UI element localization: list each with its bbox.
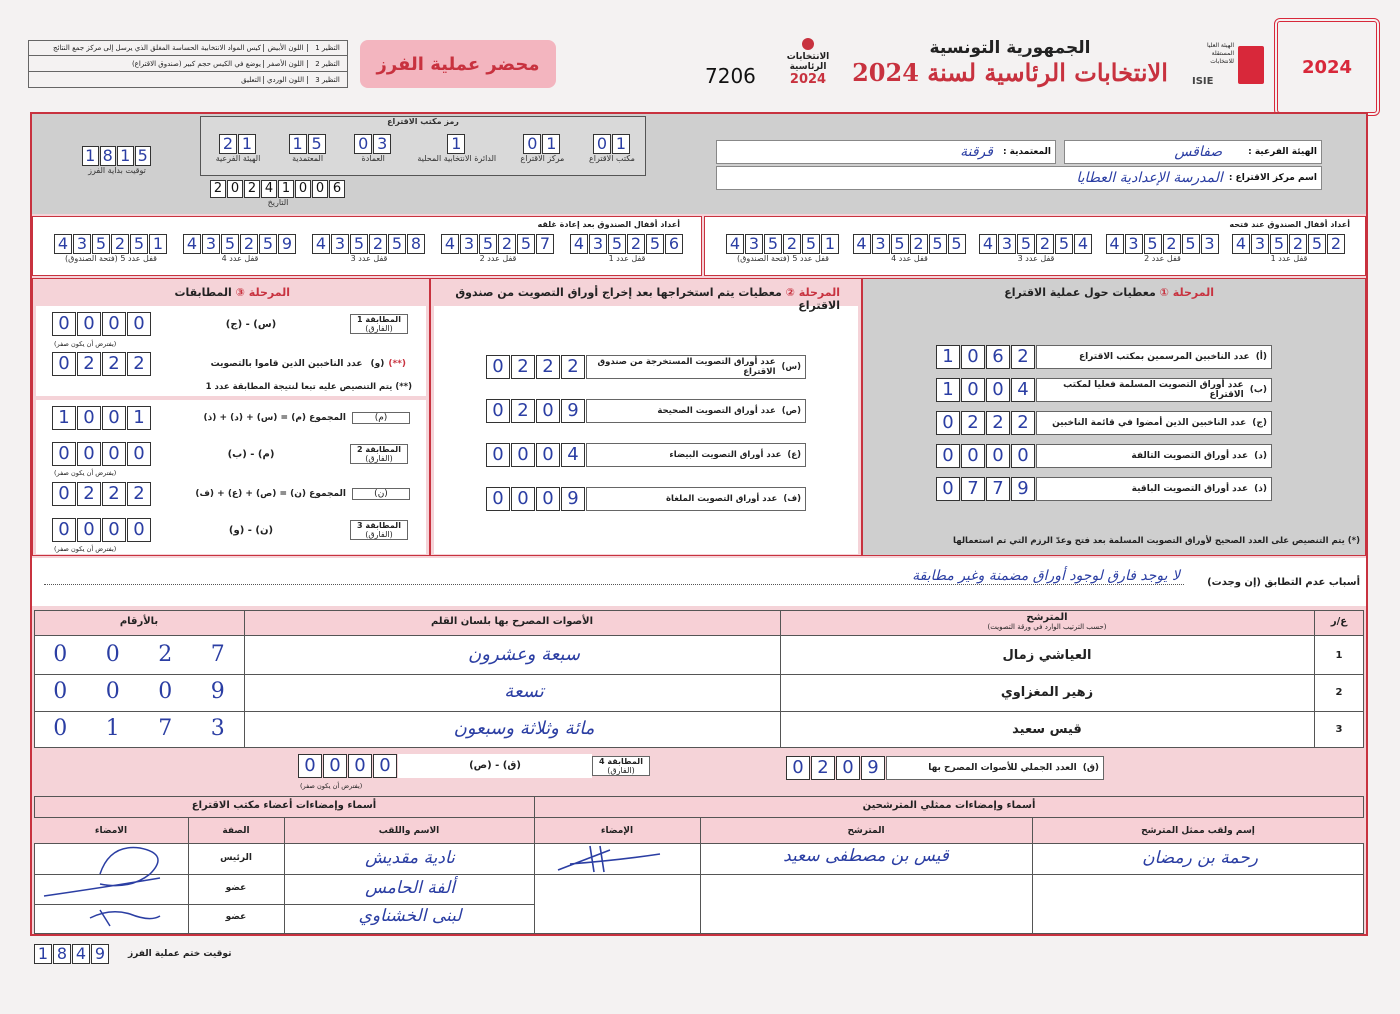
member-name-2: ألفة الحامس — [365, 878, 455, 898]
end-time-label: توقيت ختم عملية الفرز — [128, 949, 232, 959]
seal-legend: التظير 1 اللون الأبيض كيس المواد الانتخابية الحساسة المغلق الذي يرسل إلى مركز جمع النتائج التظير 2 اللون الأصفر يوضع في الكيس حجم كبير (صندوق الاقتراع) التظير 3 اللون الوردي التعليق — [28, 40, 348, 88]
rep-candidate: قيس بن مصطفى سعيد — [783, 846, 949, 866]
code-subbody: 2 1 الهيئة الفرعية — [215, 134, 261, 163]
stage2-row-s: 0 2 2 2 (س) عدد أوراق التصويت المستخرجة من صندوق الاقتراع — [486, 354, 806, 380]
member-role-2: عضو — [225, 883, 247, 893]
delegation-field: المعتمدية : قرقنة — [716, 140, 1056, 164]
code-local-district: 1 الدائرة الانتخابية المحلية — [417, 134, 497, 163]
stage2-row-sad: 0 2 0 9 (ص) عدد أوراق التصويت الصحيحة — [486, 398, 806, 424]
code-delegation: 1 5 المعتمدية — [280, 134, 336, 163]
member-role-3: عضو — [225, 912, 247, 922]
start-time: 1 8 1 5 توقيت بداية الفرز — [82, 146, 152, 175]
members-title: أسماء وإمضاءات أعضاء مكتب الاقتراع — [191, 800, 377, 811]
sum-n-row: 0 2 2 2 المجموع (ن) = (ص) + (ع) + (ف) (ن) — [52, 482, 410, 506]
mismatch-label: أسباب عدم التطابق (إن وجدت) — [1207, 577, 1360, 588]
locks-close-title: أعداد أقفال الصندوق بعد إعادة غلقه — [537, 220, 680, 229]
stage2-row-fa: 0 0 0 9 (ف) عدد أوراق التصويت الملغاة — [486, 486, 806, 512]
match4-zero-note: (يفترض أن يكون صفر) — [300, 782, 363, 790]
voters-voted-row: 0 2 2 2 (**) (و) عدد الناخبين الذين قاموا بالتصويت — [52, 352, 412, 376]
isie-logo: الهيئة العليا المستقلة للانتخابات ISIE — [1188, 40, 1264, 96]
col-words: الأصوات المصرح بها بلسان القلم — [430, 616, 594, 627]
end-time: 1 8 4 9 توقيت ختم عملية الفرز — [34, 944, 231, 964]
close-lock-5: 4 3 5 2 5 1 قفل عدد 5 (فتحة الصندوق) — [54, 234, 168, 263]
stage1-rows — [936, 344, 1272, 502]
member-name-3: لبنى الخشناوي — [358, 906, 462, 926]
mismatch-value: لا يوجد فارق لوجود أوراق مضمنة وغير مطابقة — [912, 568, 1180, 584]
document-title-badge: محضر عملية الفرز — [360, 40, 556, 88]
result-row-1: 0 0 2 7 سبعة وعشرون العياشي زمال 1 — [53, 642, 1343, 667]
voters-note: (**) يتم التنصيص عليه تبعا لنتيجة المطابقة عدد 1 — [205, 382, 412, 392]
member-signatures — [40, 834, 186, 932]
stage1-row-e: 0 7 7 9 (ذ) عدد أوراق التصويت الباقية — [936, 476, 1272, 502]
republic-heading: الجمهورية التونسية — [929, 38, 1091, 58]
match4-row: 0 0 0 0 (ص) - (ق) المطابقة 4 (الفارق) — [298, 754, 650, 778]
polling-code-box: رمز مكتب الاقتراع — [200, 116, 646, 176]
members-col-name: الاسم واللقب — [378, 826, 440, 836]
match2-row: 0 0 0 0 (ب) - (م) المطابقة 2 (الفارق) — [52, 442, 408, 466]
open-lock-1: 4 3 5 2 5 2 قفل عدد 1 — [1232, 234, 1346, 263]
stage2-header: المرحلة ② معطيات يتم استخراجها بعد إخراج أوراق التصويت من صندوق الاقتراع — [455, 286, 840, 312]
match1-row: 0 0 0 0 (ج) - (س) المطابقة 1 (الفارق) — [52, 312, 408, 336]
reps-title: أسماء وإمضاءات ممثلي المترشحين — [862, 800, 1036, 811]
close-lock-2: 4 3 5 2 5 7 قفل عدد 2 — [441, 234, 555, 263]
col-num: ع/ر — [1330, 616, 1348, 627]
reps-col-name: إسم ولقب ممثل المترشح — [1141, 826, 1255, 836]
stage1-row-a: 1 0 6 2 (أ) عدد الناخبين المرسمين بمكتب الاقتراع — [936, 344, 1272, 370]
stage2-rows — [486, 354, 806, 512]
center-name-field: اسم مركز الاقتراع : المدرسة الإعدادية العطايا — [716, 166, 1322, 190]
stage1-row-d: 0 0 0 0 (د) عدد أوراق التصويت التالفة — [936, 443, 1272, 469]
subbody-field: الهيئة الفرعية : صفاقس — [1064, 140, 1322, 164]
flag-icon — [802, 38, 814, 50]
code-center: 0 1 مركز الاقتراع — [520, 134, 565, 163]
open-lock-5: 4 3 5 2 5 1 قفل عدد 5 (فتحة الصندوق) — [726, 234, 840, 263]
match2-zero-note: (يفترض أن يكون صفر) — [54, 469, 117, 477]
election-title: الانتخابات الرئاسية لسنة 2024 — [852, 58, 1168, 87]
col-candidate: المترشح (حسب الترتيب الوارد في ورقة التصويت) — [987, 612, 1107, 631]
stage2-row-ain: 0 0 0 4 (ع) عدد أوراق التصويت البيضاء — [486, 442, 806, 468]
close-lock-3: 4 3 5 2 5 8 قفل عدد 3 — [312, 234, 426, 263]
members-col-role: الصفة — [222, 826, 250, 836]
stage1-header: المرحلة ① معطيات حول عملية الاقتراع — [1004, 286, 1214, 299]
sum-m-row: 1 0 0 1 المجموع (م) = (س) + (د) + (ذ) (م) — [52, 406, 410, 430]
rep-signature — [550, 842, 680, 876]
stage3-header: المرحلة ③ المطابقات — [174, 286, 290, 299]
serial-number: 7206 — [705, 64, 756, 88]
members-col-sig: الامضاء — [94, 826, 128, 836]
official-stamp: 2024 — [1274, 18, 1380, 116]
match3-zero-note: (يفترض أن يكون صفر) — [54, 545, 117, 553]
reps-col-sig: الإمضاء — [600, 826, 634, 836]
tunisia-flag-icon — [1238, 46, 1264, 84]
code-fields — [206, 134, 642, 163]
stage1-note: (*) يتم التنصيص على العدد الصحيح لأوراق التصويت المسلمة بعد فتح وعدّ الرزم التي تم استعمالها — [953, 536, 1360, 546]
total-votes-row: 0 2 0 9 (ق) العدد الجملي للأصوات المصرح بها — [786, 756, 1104, 780]
date-field: 2 0 2 4 1 0 0 6 التاريخ — [210, 180, 346, 207]
match3-row: 0 0 0 0 (و) - (ن) المطابقة 3 (الفارق) — [52, 518, 408, 542]
member-role-1: الرئيس — [220, 853, 252, 863]
open-lock-3: 4 3 5 2 5 4 قفل عدد 3 — [979, 234, 1093, 263]
result-row-2: 0 0 0 9 تسعة زهير المغزاوي 2 — [53, 679, 1343, 704]
col-digits: بالأرقام — [119, 616, 159, 627]
presidential-logo: الانتخابات الرئاسية 2024 — [782, 38, 834, 98]
mismatch-line — [44, 584, 1184, 585]
open-lock-4: 4 3 5 2 5 5 قفل عدد 4 — [853, 234, 967, 263]
open-lock-2: 4 3 5 2 5 3 قفل عدد 2 — [1106, 234, 1220, 263]
stage1-row-c: 0 2 2 2 (ج) عدد الناخبين الذين أمضوا في قائمة الناخبين — [936, 410, 1272, 436]
stage1-row-b: 1 0 0 4 (ب) عدد أوراق التصويت المسلمة فعليا لمكتب الاقتراع — [936, 377, 1272, 403]
reps-col-cand: المترشح — [847, 826, 885, 836]
result-row-3: 0 1 7 3 مائة وثلاثة وسبعون قيس سعيد 3 — [53, 716, 1343, 741]
locks-open-title: أعداد أقفال الصندوق عند فتحه — [1229, 220, 1350, 229]
rep-name: رحمة بن رمضان — [1142, 848, 1258, 868]
locks-close-row — [54, 234, 684, 263]
close-lock-1: 4 3 5 2 5 6 قفل عدد 1 — [570, 234, 684, 263]
code-imada: 0 3 العمادة — [345, 134, 401, 163]
member-name-1: نادية مقديش — [365, 848, 455, 868]
locks-open-row — [726, 234, 1346, 263]
code-office: 0 1 مكتب الاقتراع — [588, 134, 635, 163]
match1-zero-note: (يفترض أن يكون صفر) — [54, 340, 117, 348]
close-lock-4: 4 3 5 2 5 9 قفل عدد 4 — [183, 234, 297, 263]
